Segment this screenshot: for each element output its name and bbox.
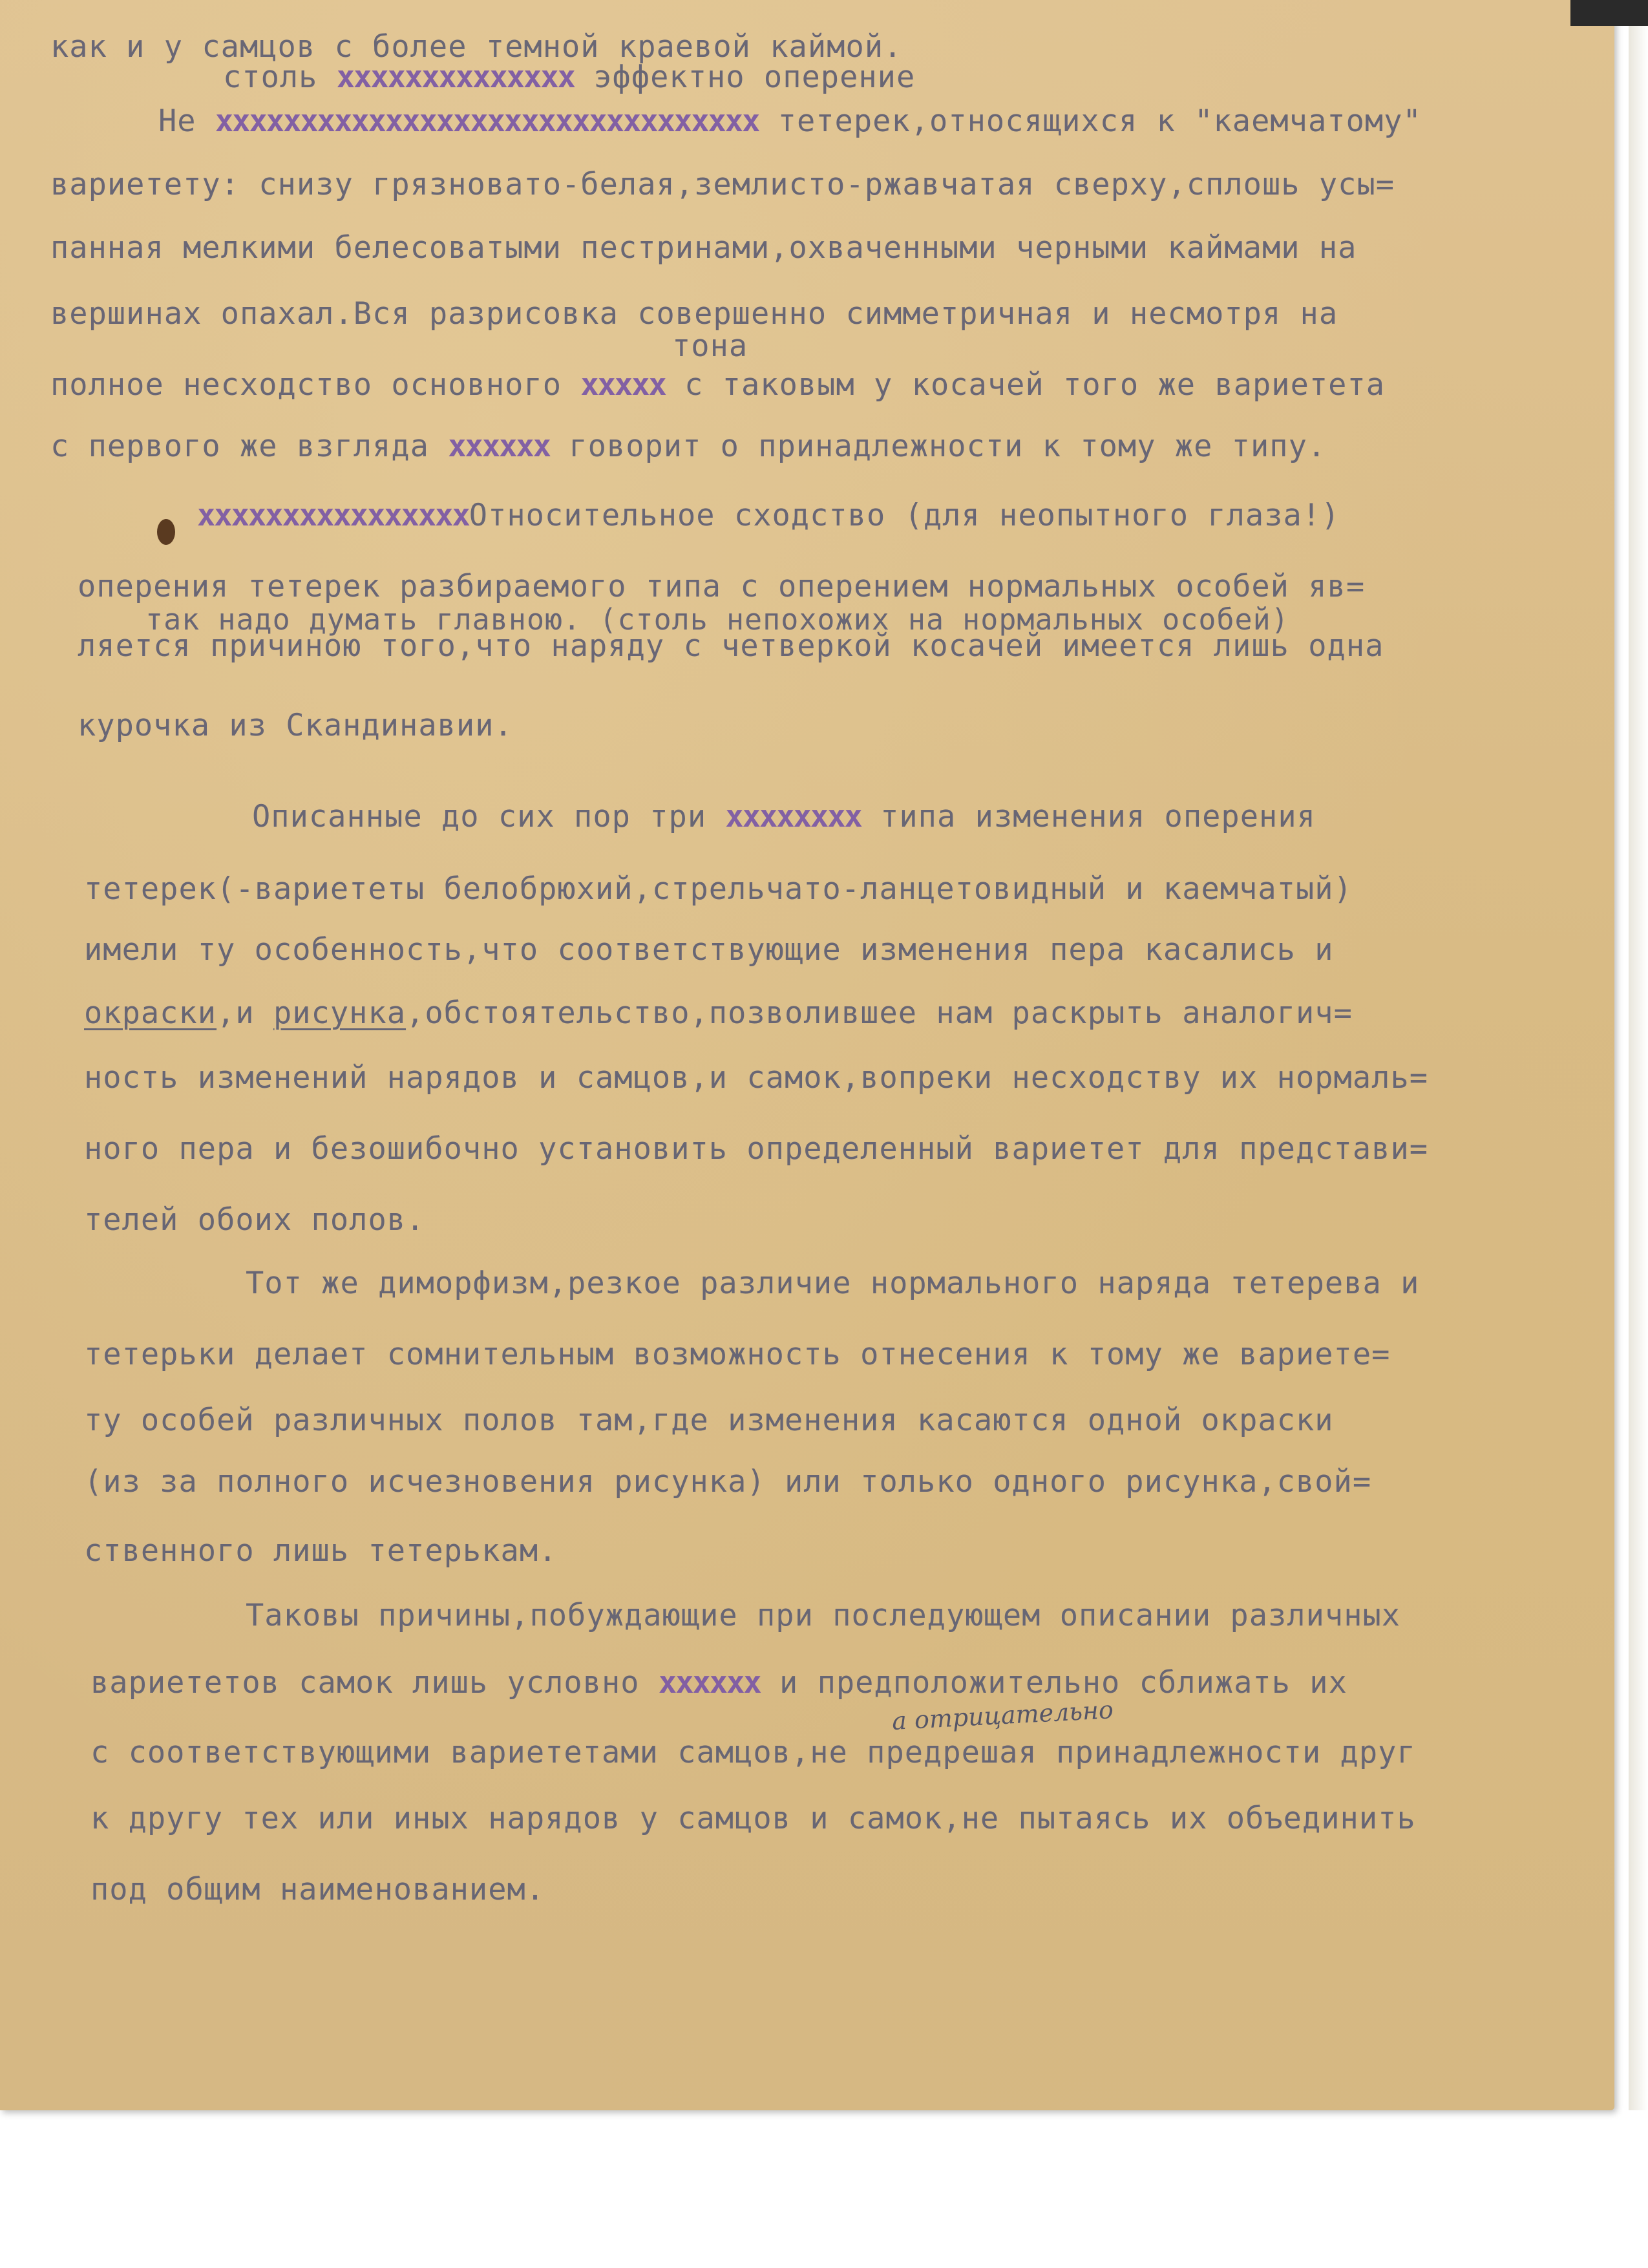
text: Тот же диморфизм,резкое различие нормального наряда тетерева и	[246, 1266, 1420, 1301]
underlined-text: рисунка	[273, 995, 407, 1031]
text-line-18	[84, 1131, 1428, 1167]
text-line-11	[78, 628, 1384, 664]
text: полное несходство основного	[50, 367, 581, 403]
text: тетерек,относящихся к "каемчатому"	[759, 103, 1422, 139]
text-line-27	[90, 1735, 1416, 1770]
text-line-15	[84, 932, 1334, 968]
text: ляется причиною того,что наряду с четверкой косачей имеется лишь одна	[78, 628, 1384, 664]
text: имели ту особенность,что соответствующие изменения пера касались и	[84, 932, 1334, 968]
insertion-tona	[672, 328, 748, 364]
text: тетерек(-вариететы белобрюхий,стрельчато-ланцетовидный и каемчатый)	[84, 871, 1353, 907]
text-line-2	[223, 59, 915, 95]
ink-blot	[157, 519, 175, 545]
text-line-12	[78, 708, 513, 743]
text: столь	[223, 59, 337, 95]
text: (из за полного исчезновения рисунка) или только одного рисунка,свой=	[84, 1464, 1372, 1500]
text: Таковы причины,побуждающие при последующем описании различных	[246, 1598, 1401, 1633]
text-line-22	[84, 1403, 1334, 1438]
text-line-21	[84, 1337, 1390, 1372]
text: панная мелкими белесоватыми пестринами,охваченными черными каймами на	[50, 230, 1357, 266]
text: оперения тетерек разбираемого типа с оперением нормальных особей яв=	[78, 569, 1366, 604]
scanner-corner	[1570, 0, 1648, 26]
text-line-14	[84, 871, 1353, 907]
text: Относительное сходство (для неопытного глаза!)	[469, 498, 1340, 533]
text-line-8	[50, 429, 1326, 464]
text-line-13	[252, 799, 1316, 834]
text-line-28	[90, 1801, 1416, 1836]
scanner-edge	[1629, 0, 1648, 2110]
text-line-29	[90, 1872, 545, 1907]
text: так надо думать главною. (столь непохожих на нормальных особей)	[145, 602, 1289, 637]
struck-text: xxxxxxxx	[725, 799, 861, 834]
text-line-16	[84, 995, 1353, 1031]
text: телей обоих полов.	[84, 1202, 425, 1238]
text: курочка из Скандинавии.	[78, 708, 513, 743]
text-line-20	[246, 1266, 1419, 1301]
text: к другу тех или иных нарядов у самцов и самок,не пытаясь их объединить	[90, 1801, 1416, 1836]
text: тона	[672, 328, 748, 364]
handwritten-note: а отрицательно	[891, 1695, 1114, 1735]
text: как и у самцов с более темной краевой каймой.	[50, 29, 903, 65]
text-line-9	[197, 498, 1340, 533]
text-line-7	[50, 367, 1385, 403]
text-line-23	[84, 1464, 1371, 1500]
text: Не	[158, 103, 215, 139]
underlined-text: окраски	[84, 995, 217, 1031]
text: вершинах опахал.Вся разрисовка совершенно симметричная и несмотря на	[50, 296, 1338, 332]
text-line-17	[84, 1060, 1428, 1096]
text: Описанные до сих пор три	[252, 799, 726, 834]
text: типа изменения оперения	[861, 799, 1316, 834]
text: говорит о принадлежности к тому же типу.	[550, 429, 1327, 464]
text: с соответствующими вариететами самцов,не предрешая принадлежности друг	[90, 1735, 1416, 1770]
text: с первого же взгляда	[50, 429, 449, 464]
text-line-3	[158, 103, 1422, 139]
struck-text: xxxxxx	[448, 429, 551, 464]
text-line-4	[50, 167, 1395, 202]
text: ,и	[217, 995, 273, 1031]
text-line-26	[90, 1665, 1347, 1701]
struck-text: xxxxx	[580, 367, 666, 403]
text: ственного лишь тетерькам.	[84, 1533, 558, 1569]
text-line-6	[50, 296, 1338, 332]
text: вариетету: снизу грязновато-белая,землисто-ржавчатая сверху,сплошь усы=	[50, 167, 1395, 202]
text: ность изменений нарядов и самцов,и самок,вопреки несходству их нормаль=	[84, 1060, 1429, 1096]
text: и предположительно сближать их	[760, 1665, 1347, 1701]
struck-text: xxxxxxxxxxxxxxxxxxxxxxxxxxxxxxxx	[215, 103, 759, 139]
text: тетерьки делает сомнительным возможность отнесения к тому же вариете=	[84, 1337, 1391, 1372]
text-line-25	[246, 1598, 1400, 1633]
text: эффектно оперение	[574, 59, 916, 95]
text-line-5	[50, 230, 1357, 266]
text: ,обстоятельство,позволившее нам раскрыть аналогич=	[406, 995, 1353, 1031]
text-line-24	[84, 1533, 557, 1569]
struck-text: xxxxxx	[658, 1665, 761, 1701]
struck-text: xxxxxxxxxxxxxxxx	[197, 498, 469, 533]
text: с таковым у косачей того же вариетета	[665, 367, 1386, 403]
text: под общим наименованием.	[90, 1872, 545, 1907]
text: ного пера и безошибочно установить определенный вариетет для представи=	[84, 1131, 1429, 1167]
text-line-10	[78, 569, 1365, 604]
text-line-19	[84, 1202, 425, 1238]
text: вариететов самок лишь условно	[90, 1665, 659, 1701]
text: ту особей различных полов там,где изменения касаются одной окраски	[84, 1403, 1334, 1438]
struck-text: xxxxxxxxxxxxxx	[336, 59, 575, 95]
